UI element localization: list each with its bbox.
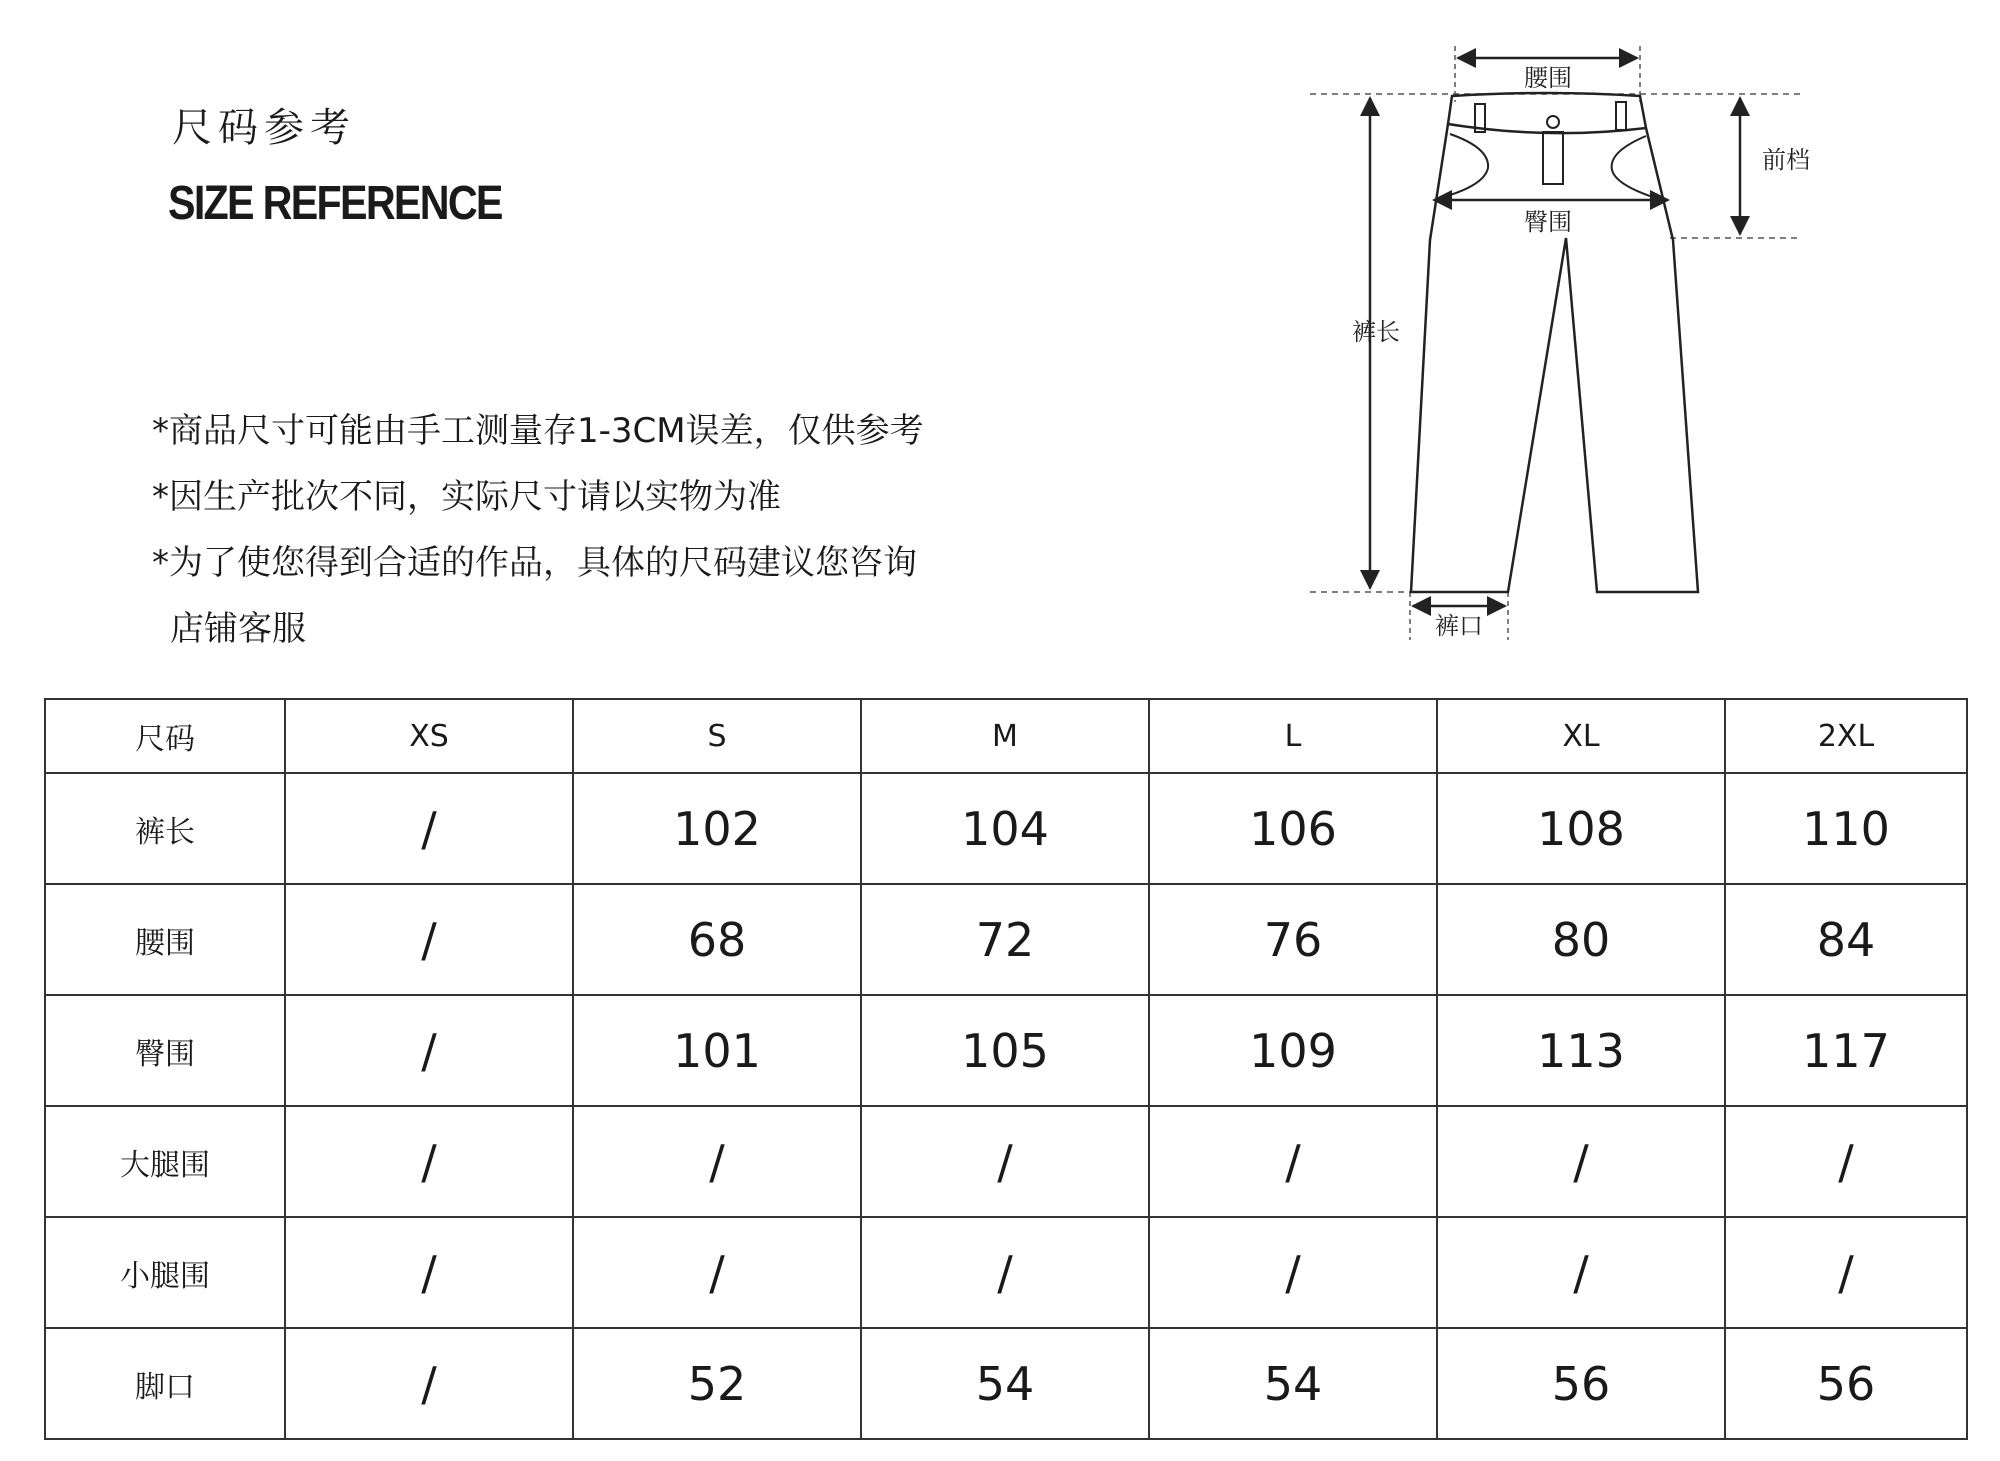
table-cell: 80	[1437, 884, 1725, 995]
table-cell: 56	[1437, 1328, 1725, 1439]
note-line-1: *商品尺寸可能由手工测量存1-3CM误差，仅供参考	[152, 411, 924, 451]
table-cell: 52	[573, 1328, 861, 1439]
header-cell: S	[573, 699, 861, 773]
table-cell: 72	[861, 884, 1149, 995]
table-cell: /	[1725, 1217, 1967, 1328]
header-cell: 2XL	[1725, 699, 1967, 773]
table-row	[45, 995, 1967, 1106]
table-cell: /	[1725, 1106, 1967, 1217]
table-cell: /	[1437, 1217, 1725, 1328]
row-label: 腰围	[45, 884, 285, 995]
table-cell: 113	[1437, 995, 1725, 1106]
table-row	[45, 884, 1967, 995]
row-label: 裤长	[45, 773, 285, 884]
pants-diagram	[1290, 40, 1830, 650]
waist-label: 腰围	[1524, 64, 1572, 92]
note-line-4: 店铺客服	[170, 609, 306, 649]
notes-block	[152, 398, 924, 662]
table-cell: /	[285, 773, 573, 884]
table-cell: 84	[1725, 884, 1967, 995]
table-cell: /	[285, 1217, 573, 1328]
header-cell: XL	[1437, 699, 1725, 773]
row-label: 大腿围	[45, 1106, 285, 1217]
table-cell: /	[285, 1328, 573, 1439]
header-cell: 尺码	[45, 699, 285, 773]
size-table	[44, 698, 1968, 1440]
table-cell: 54	[1149, 1328, 1437, 1439]
table-cell: /	[1149, 1106, 1437, 1217]
header-cell: XS	[285, 699, 573, 773]
table-cell: 104	[861, 773, 1149, 884]
header-cell: M	[861, 699, 1149, 773]
table-cell: /	[861, 1217, 1149, 1328]
table-cell: /	[285, 884, 573, 995]
table-cell: 105	[861, 995, 1149, 1106]
table-cell: /	[573, 1217, 861, 1328]
length-label: 裤长	[1352, 318, 1400, 346]
table-row	[45, 773, 1967, 884]
table-row	[45, 1106, 1967, 1217]
row-label: 小腿围	[45, 1217, 285, 1328]
table-cell: /	[573, 1106, 861, 1217]
note-line-3: *为了使您得到合适的作品，具体的尺码建议您咨询	[152, 543, 917, 583]
table-cell: /	[1149, 1217, 1437, 1328]
hip-label: 臀围	[1524, 208, 1572, 236]
row-label: 脚口	[45, 1328, 285, 1439]
table-cell: 101	[573, 995, 861, 1106]
title-english: SIZE REFERENCE	[168, 177, 502, 230]
table-cell: 76	[1149, 884, 1437, 995]
table-cell: 110	[1725, 773, 1967, 884]
table-cell: 109	[1149, 995, 1437, 1106]
table-cell: /	[861, 1106, 1149, 1217]
table-cell: 56	[1725, 1328, 1967, 1439]
table-row	[45, 1217, 1967, 1328]
title-chinese: 尺码参考	[172, 105, 356, 151]
rise-label: 前档	[1762, 146, 1810, 174]
row-label: 臀围	[45, 995, 285, 1106]
note-line-2: *因生产批次不同，实际尺寸请以实物为准	[152, 477, 781, 517]
table-row	[45, 1328, 1967, 1439]
table-header-row	[45, 699, 1967, 773]
hem-label: 裤口	[1435, 612, 1483, 640]
pants-measurement-illustration	[1290, 40, 1830, 650]
table-cell: 108	[1437, 773, 1725, 884]
table-cell: 106	[1149, 773, 1437, 884]
table-cell: 102	[573, 773, 861, 884]
header-cell: L	[1149, 699, 1437, 773]
table-cell: 117	[1725, 995, 1967, 1106]
table-cell: 54	[861, 1328, 1149, 1439]
table-cell: /	[285, 995, 573, 1106]
table-cell: 68	[573, 884, 861, 995]
table-cell: /	[285, 1106, 573, 1217]
table-cell: /	[1437, 1106, 1725, 1217]
